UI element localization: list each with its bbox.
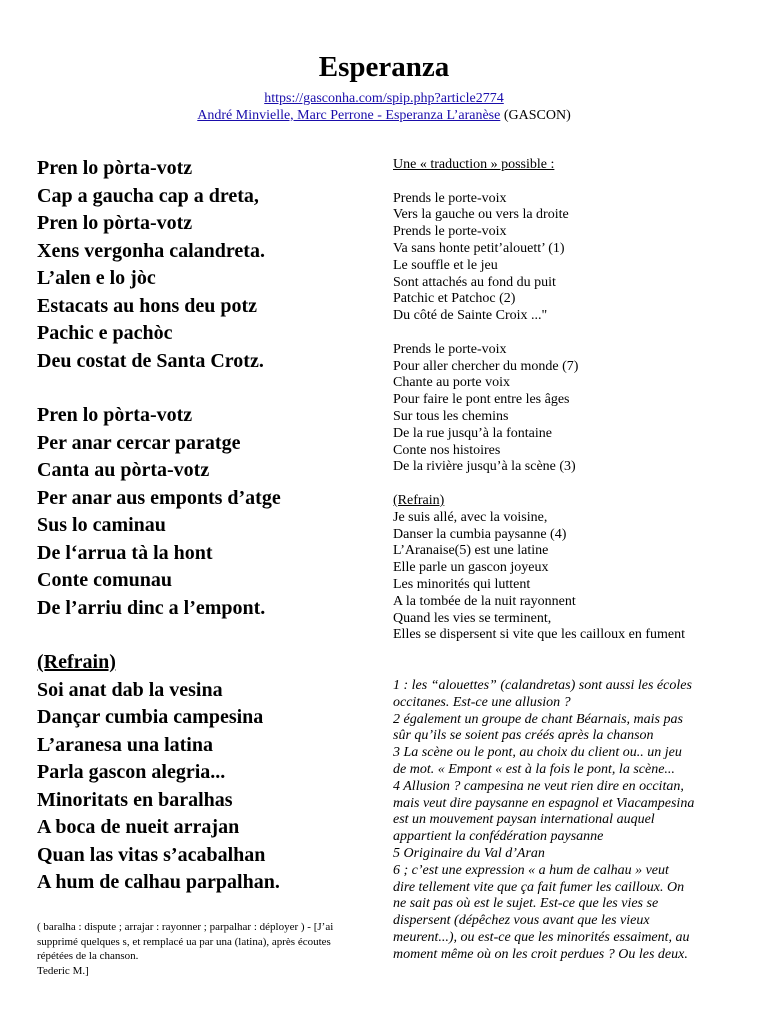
footnote-line: moment même où on les croit perdues ? Ou les deux. — [393, 946, 688, 962]
translation-line: Danser la cumbia paysanne (4) — [393, 526, 567, 542]
lyric-line: L’alen e lo jòc — [37, 267, 156, 289]
footnote-line: mais veut dire paysanne en espagnol et Viacampesina — [393, 795, 695, 811]
translation-line: Je suis allé, avec la voisine, — [393, 509, 548, 525]
lyric-line: Deu costat de Santa Crotz. — [37, 349, 264, 372]
footnote-line: dispersent (dépêchez vous avant que les vieux — [393, 913, 650, 929]
translation-line: Sont attachés au fond du puit — [393, 274, 556, 290]
lyric-line: L’aranesa una latina — [37, 733, 213, 756]
footnote-line: ne sait pas où est le sujet. Est-ce que les vies se — [393, 896, 659, 912]
translation-heading: Une « traduction » possible : — [393, 157, 555, 172]
footnote-line: 1 : les “alouettes” (calandretas) sont aussi les écoles — [393, 678, 692, 693]
refrain-stanza — [37, 677, 367, 897]
footnote-line: 5 Originaire du Val d’Aran — [393, 845, 545, 861]
lyric-line: Per anar cercar paratge — [37, 431, 241, 454]
lyric-line: Cap a gaucha cap a dreta, — [37, 184, 259, 207]
translation-line: Prends le porte-voix — [393, 190, 507, 206]
lyric-line: Per anar aus emponts d’atge — [37, 486, 281, 509]
lyric-line: Parla gascon alegria... — [37, 761, 226, 783]
page-title: Esperanza — [318, 51, 450, 83]
lyric-line: Estacats au hons deu potz — [37, 294, 258, 317]
footnote-line: 2 également un groupe de chant Béarnais, mais pas — [393, 711, 683, 727]
lyric-line: Soi anat dab la vesina — [37, 678, 223, 701]
lyric-line: Minoritats en baralhas — [37, 788, 233, 811]
translation-line: Pour faire le pont entre les âges — [393, 392, 570, 408]
lyric-line: Pren lo pòrta-votz — [37, 404, 193, 426]
refrain-heading: (Refrain) — [37, 651, 116, 673]
footnote-line: 4 Allusion ? campesina ne veut rien dire en occitan, — [393, 778, 684, 794]
footnote-line: meurent...), ou est-ce que les minorités essaiment, au — [393, 929, 690, 945]
footnote-line: dire tellement vite que ça fait fumer les cailloux. On — [393, 879, 685, 895]
footnote-line: appartient la confédération paysanne — [393, 829, 604, 845]
lyric-line: Dançar cumbia campesina — [37, 706, 264, 728]
translation-column — [393, 157, 743, 644]
glossary-line: répétées de la chanson. — [37, 950, 139, 962]
stanza-2 — [37, 402, 367, 622]
translation-line: A la tombée de la nuit rayonnent — [393, 593, 576, 609]
translation-block-1 — [393, 191, 743, 325]
footnote-line: 6 ; c’est une expression « a hum de calhau » veut — [393, 862, 669, 878]
lyric-line: Pren lo pòrta-votz — [37, 212, 193, 234]
glossary-line: ( baralha : dispute ; arrajar : rayonner ; parpalhar : déployer ) - [J’ai — [37, 921, 334, 933]
glossary-line: Tederic M.] — [37, 964, 89, 977]
translation-line: Le souffle et le jeu — [393, 257, 498, 273]
translation-block-2 — [393, 342, 743, 476]
translation-line: Quand les vies se terminent, — [393, 610, 552, 626]
lyric-line: Conte comunau — [37, 569, 173, 591]
translation-line: De la rue jusqu’à la fontaine — [393, 425, 552, 441]
translation-line: Patchic et Patchoc (2) — [393, 291, 516, 307]
language-label: (GASCON) — [503, 108, 571, 123]
translation-line: Vers la gauche ou vers la droite — [393, 207, 569, 223]
footnote-line: 3 La scène ou le pont, au choix du client ou.. un jeu — [393, 745, 682, 761]
translation-refrain-heading: (Refrain) — [393, 492, 445, 508]
lyric-line: De l’arriu dinc a l’empont. — [37, 596, 266, 619]
lyric-line: A hum de calhau parpalhan. — [37, 871, 280, 893]
translation-line: Prends le porte-voix — [393, 341, 507, 357]
lyric-line: Pren lo pòrta-votz — [37, 157, 193, 179]
translation-line: Elles se dispersent si vite que les cailloux en fument — [393, 627, 685, 643]
lyric-line: Sus lo caminau — [37, 514, 166, 536]
song-link[interactable]: André Minvielle, Marc Perrone - Esperanza L’aranèse — [197, 108, 501, 123]
lyric-line: Pachic e pachòc — [37, 322, 173, 344]
lyric-line: Xens vergonha calandreta. — [37, 239, 265, 262]
translation-line: Va sans honte petit’alouett’ (1) — [393, 240, 565, 256]
translation-block-3 — [393, 510, 743, 644]
footnote-line: occitanes. Est-ce une allusion ? — [393, 694, 571, 710]
translation-line: Conte nos histoires — [393, 442, 501, 458]
lyric-line: De l‘arrua tà la hont — [37, 541, 213, 564]
lyric-line: Quan las vitas s’acabalhan — [37, 843, 266, 866]
lyric-line: A boca de nueit arrajan — [37, 816, 240, 838]
lyric-line: Canta au pòrta-votz — [37, 459, 210, 481]
glossary-line: supprimé quelques s, et remplacé ua par una (latina), après écoutes — [37, 935, 331, 948]
translation-line: Les minorités qui luttent — [393, 576, 531, 592]
article-link[interactable]: https://gasconha.com/spip.php?article2774 — [264, 91, 504, 106]
glossary-note — [37, 920, 357, 978]
translation-line: Pour aller chercher du monde (7) — [393, 358, 579, 374]
translation-line: Chante au porte voix — [393, 375, 511, 391]
source-links — [0, 90, 768, 124]
stanza-1 — [37, 155, 367, 375]
footnote-line: sûr qu’ils se soient pas créés après la chanson — [393, 728, 654, 744]
translation-line: Prends le porte-voix — [393, 224, 507, 240]
translation-line: De la rivière jusqu’à la scène (3) — [393, 459, 576, 475]
translation-line: Sur tous les chemins — [393, 408, 509, 424]
translation-line: L’Aranaise(5) est une latine — [393, 543, 549, 559]
translation-line: Elle parle un gascon joyeux — [393, 560, 549, 576]
lyrics-column — [37, 155, 367, 897]
footnote-line: est un mouvement paysan international auquel — [393, 812, 655, 828]
footnotes — [393, 678, 733, 964]
footnote-line: de mot. « Empont « est à la fois le pont, la scène... — [393, 761, 675, 777]
translation-line: Du côté de Sainte Croix ..." — [393, 308, 548, 324]
